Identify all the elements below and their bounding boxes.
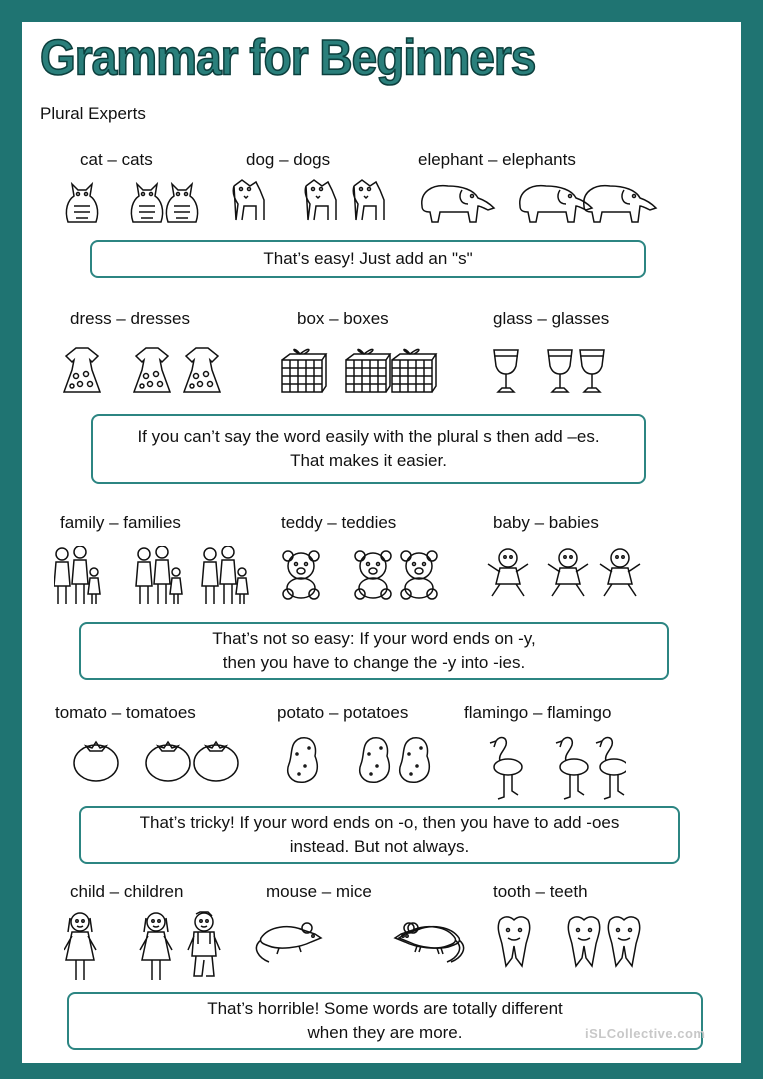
teddy-icon	[280, 550, 450, 600]
box-icon	[278, 346, 438, 394]
potato-icon	[285, 734, 441, 786]
rule-box-2	[91, 414, 646, 484]
word-family: family – families	[60, 513, 181, 532]
word-flamingo: flamingo – flamingo	[464, 703, 612, 722]
tooth-icon	[494, 914, 646, 970]
rule-box-3	[79, 622, 669, 680]
word-glass: glass – glasses	[493, 309, 610, 328]
word-dress: dress – dresses	[70, 309, 190, 328]
family-icon	[54, 546, 264, 606]
word-cat: cat – cats	[80, 150, 153, 169]
word-dog: dog – dogs	[246, 150, 331, 169]
flamingo-icon	[486, 735, 626, 803]
rule-box-5	[67, 992, 706, 1050]
child-icon	[64, 910, 232, 984]
rule-line: That’s not so easy: If your word ends on -y,	[212, 629, 536, 648]
page-subtitle: Plural Experts	[40, 104, 146, 123]
rule-line: instead. But not always.	[289, 837, 470, 856]
rule-line: when they are more.	[307, 1023, 463, 1042]
word-teddy: teddy – teddies	[281, 513, 397, 532]
elephant-icon	[418, 178, 666, 224]
dress-icon	[62, 346, 232, 394]
word-elephant: elephant – elephants	[418, 150, 576, 169]
rule-line: If you can’t say the word easily with the plural s then add –es.	[137, 427, 600, 446]
word-potato: potato – potatoes	[277, 703, 409, 722]
cat-icon	[62, 176, 207, 224]
word-baby: baby – babies	[493, 513, 599, 532]
word-child: child – children	[70, 882, 184, 901]
rule-line: That makes it easier.	[290, 451, 447, 470]
baby-icon	[486, 548, 656, 602]
rule-line: That’s easy! Just add an "s"	[263, 249, 473, 268]
page-title: Grammar for Beginners	[40, 29, 536, 86]
word-mouse: mouse – mice	[266, 882, 372, 901]
rule-box-4	[79, 806, 680, 864]
word-box: box – boxes	[297, 309, 389, 328]
rule-line: That’s horrible! Some words are totally different	[207, 999, 563, 1018]
glass-icon	[490, 346, 610, 396]
rule-line: That’s tricky! If your word ends on -o, then you have to add -oes	[139, 813, 620, 832]
dog-icon	[230, 176, 400, 224]
watermark: iSLCollective.com	[585, 1026, 706, 1041]
tomato-icon	[72, 738, 244, 784]
mouse-icon	[255, 914, 465, 970]
word-tomato: tomato – tomatoes	[55, 703, 196, 722]
rule-line: then you have to change the -y into -ies.	[222, 653, 526, 672]
rule-box-1	[90, 240, 646, 278]
word-tooth: tooth – teeth	[493, 882, 588, 901]
